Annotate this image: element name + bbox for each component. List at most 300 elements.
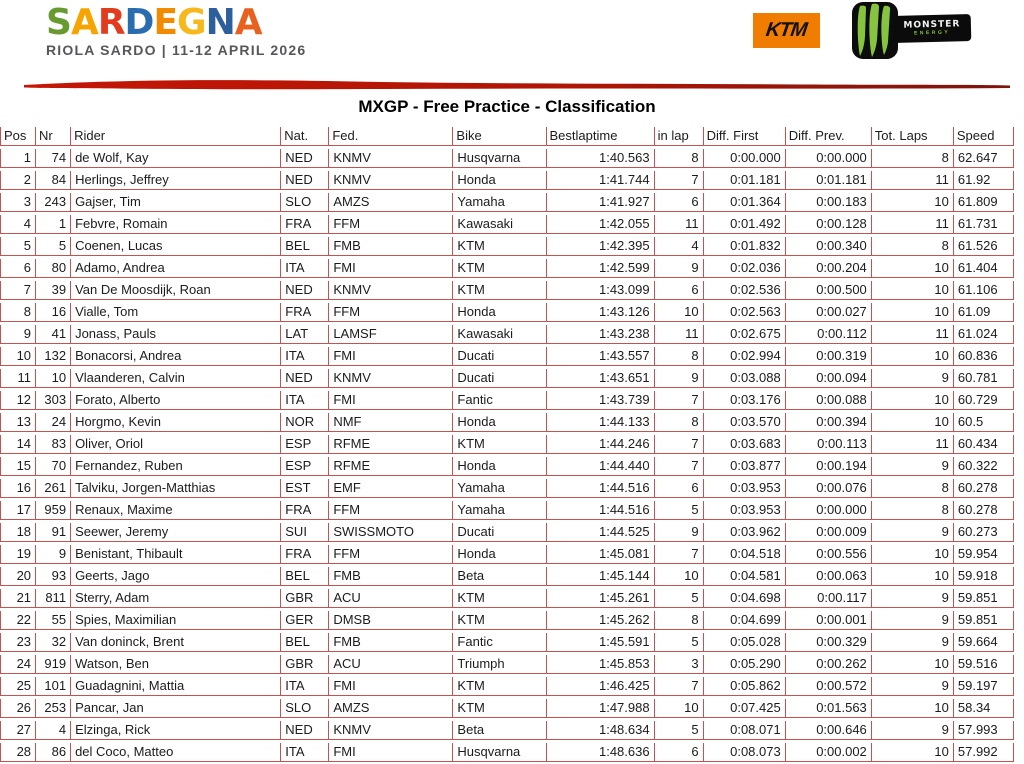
cell-tot_laps: 9 xyxy=(871,677,953,696)
cell-pos: 23 xyxy=(0,633,35,652)
cell-bike: KTM xyxy=(452,435,545,454)
cell-bike: Yamaha xyxy=(452,193,545,212)
cell-diff_first: 0:05.290 xyxy=(703,655,785,674)
table-row xyxy=(0,501,1014,520)
cell-nat: FRA xyxy=(280,303,328,322)
cell-in_lap: 9 xyxy=(654,259,703,278)
event-logo xyxy=(46,2,306,43)
cell-nat: FRA xyxy=(280,545,328,564)
cell-fed: FMB xyxy=(328,567,452,586)
cell-rider: Febvre, Romain xyxy=(70,215,280,234)
table-row xyxy=(0,589,1014,608)
cell-nr: 84 xyxy=(35,171,70,190)
cell-diff_prev: 0:00.027 xyxy=(785,303,871,322)
cell-fed: FFM xyxy=(328,303,452,322)
cell-speed: 60.836 xyxy=(953,347,1014,366)
cell-nr: 80 xyxy=(35,259,70,278)
cell-bestlaptime: 1:42.599 xyxy=(546,259,654,278)
cell-nr: 1 xyxy=(35,215,70,234)
column-header-bike: Bike xyxy=(452,127,545,146)
cell-speed: 61.09 xyxy=(953,303,1014,322)
cell-nr: 132 xyxy=(35,347,70,366)
cell-pos: 4 xyxy=(0,215,35,234)
cell-diff_prev: 0:00.000 xyxy=(785,149,871,168)
cell-diff_prev: 0:01.563 xyxy=(785,699,871,718)
cell-diff_prev: 0:00.001 xyxy=(785,611,871,630)
cell-fed: NMF xyxy=(328,413,452,432)
cell-bike: Beta xyxy=(452,567,545,586)
cell-speed: 60.273 xyxy=(953,523,1014,542)
cell-tot_laps: 10 xyxy=(871,303,953,322)
cell-pos: 3 xyxy=(0,193,35,212)
cell-diff_first: 0:05.862 xyxy=(703,677,785,696)
cell-bestlaptime: 1:44.440 xyxy=(546,457,654,476)
cell-diff_first: 0:04.581 xyxy=(703,567,785,586)
cell-bestlaptime: 1:42.395 xyxy=(546,237,654,256)
event-brand xyxy=(46,2,307,58)
cell-rider: de Wolf, Kay xyxy=(70,149,280,168)
cell-rider: Horgmo, Kevin xyxy=(70,413,280,432)
header-row xyxy=(0,127,1014,146)
table-row xyxy=(0,567,1014,586)
cell-diff_prev: 0:00.646 xyxy=(785,721,871,740)
cell-pos: 14 xyxy=(0,435,35,454)
cell-rider: Elzinga, Rick xyxy=(70,721,280,740)
cell-nat: GBR xyxy=(280,655,328,674)
cell-bestlaptime: 1:45.144 xyxy=(546,567,654,586)
cell-bestlaptime: 1:44.133 xyxy=(546,413,654,432)
cell-tot_laps: 10 xyxy=(871,567,953,586)
cell-in_lap: 9 xyxy=(654,523,703,542)
cell-in_lap: 5 xyxy=(654,633,703,652)
table-row xyxy=(0,237,1014,256)
cell-bestlaptime: 1:43.238 xyxy=(546,325,654,344)
cell-bike: KTM xyxy=(452,677,545,696)
cell-speed: 61.731 xyxy=(953,215,1014,234)
table-row xyxy=(0,347,1014,366)
cell-bestlaptime: 1:43.557 xyxy=(546,347,654,366)
cell-pos: 8 xyxy=(0,303,35,322)
event-subtitle: RIOLA SARDO | 11-12 APRIL 2026 xyxy=(46,42,307,58)
cell-pos: 6 xyxy=(0,259,35,278)
cell-nat: BEL xyxy=(280,567,328,586)
cell-diff_first: 0:03.088 xyxy=(703,369,785,388)
cell-fed: AMZS xyxy=(328,699,452,718)
cell-in_lap: 5 xyxy=(654,721,703,740)
cell-fed: RFME xyxy=(328,457,452,476)
cell-bestlaptime: 1:45.262 xyxy=(546,611,654,630)
cell-bike: KTM xyxy=(452,259,545,278)
cell-rider: Watson, Ben xyxy=(70,655,280,674)
cell-speed: 59.664 xyxy=(953,633,1014,652)
cell-rider: Van doninck, Brent xyxy=(70,633,280,652)
table-row xyxy=(0,721,1014,740)
cell-pos: 1 xyxy=(0,149,35,168)
logo-letter: D xyxy=(124,2,154,43)
cell-speed: 61.526 xyxy=(953,237,1014,256)
cell-diff_prev: 0:00.556 xyxy=(785,545,871,564)
cell-fed: EMF xyxy=(328,479,452,498)
cell-diff_first: 0:03.570 xyxy=(703,413,785,432)
cell-diff_first: 0:01.492 xyxy=(703,215,785,234)
cell-in_lap: 7 xyxy=(654,435,703,454)
cell-tot_laps: 11 xyxy=(871,325,953,344)
cell-in_lap: 10 xyxy=(654,567,703,586)
logo-letter: N xyxy=(205,2,235,43)
cell-pos: 5 xyxy=(0,237,35,256)
cell-nr: 86 xyxy=(35,743,70,762)
table-row xyxy=(0,677,1014,696)
cell-diff_first: 0:03.877 xyxy=(703,457,785,476)
cell-fed: AMZS xyxy=(328,193,452,212)
logo-letter: G xyxy=(177,2,206,43)
cell-in_lap: 5 xyxy=(654,501,703,520)
cell-fed: FMI xyxy=(328,743,452,762)
cell-tot_laps: 9 xyxy=(871,611,953,630)
cell-speed: 59.954 xyxy=(953,545,1014,564)
cell-rider: Renaux, Maxime xyxy=(70,501,280,520)
cell-diff_prev: 0:00.319 xyxy=(785,347,871,366)
cell-rider: Van De Moosdijk, Roan xyxy=(70,281,280,300)
cell-diff_first: 0:02.036 xyxy=(703,259,785,278)
table-row xyxy=(0,369,1014,388)
cell-speed: 61.809 xyxy=(953,193,1014,212)
table-row xyxy=(0,457,1014,476)
cell-nr: 32 xyxy=(35,633,70,652)
cell-bestlaptime: 1:43.099 xyxy=(546,281,654,300)
cell-pos: 22 xyxy=(0,611,35,630)
cell-fed: FMI xyxy=(328,259,452,278)
column-header-pos: Pos xyxy=(0,127,35,146)
cell-speed: 57.992 xyxy=(953,743,1014,762)
table-row xyxy=(0,149,1014,168)
cell-diff_prev: 0:00.117 xyxy=(785,589,871,608)
cell-speed: 60.781 xyxy=(953,369,1014,388)
cell-speed: 61.024 xyxy=(953,325,1014,344)
cell-nat: EST xyxy=(280,479,328,498)
cell-fed: FMB xyxy=(328,237,452,256)
cell-speed: 57.993 xyxy=(953,721,1014,740)
cell-bike: Honda xyxy=(452,545,545,564)
cell-diff_first: 0:00.000 xyxy=(703,149,785,168)
ktm-logo xyxy=(753,13,820,48)
column-header-speed: Speed xyxy=(953,127,1014,146)
cell-pos: 2 xyxy=(0,171,35,190)
cell-tot_laps: 9 xyxy=(871,523,953,542)
cell-diff_first: 0:01.832 xyxy=(703,237,785,256)
cell-nat: FRA xyxy=(280,215,328,234)
cell-bike: Honda xyxy=(452,413,545,432)
cell-bike: KTM xyxy=(452,611,545,630)
monster-energy-label: ENERGY xyxy=(913,29,951,37)
cell-bestlaptime: 1:40.563 xyxy=(546,149,654,168)
table-row xyxy=(0,633,1014,652)
cell-bestlaptime: 1:44.525 xyxy=(546,523,654,542)
cell-pos: 24 xyxy=(0,655,35,674)
cell-nr: 70 xyxy=(35,457,70,476)
cell-rider: del Coco, Matteo xyxy=(70,743,280,762)
cell-bike: Triumph xyxy=(452,655,545,674)
cell-in_lap: 10 xyxy=(654,699,703,718)
cell-nat: NED xyxy=(280,171,328,190)
cell-rider: Talviku, Jorgen-Matthias xyxy=(70,479,280,498)
cell-diff_first: 0:03.962 xyxy=(703,523,785,542)
cell-nr: 24 xyxy=(35,413,70,432)
cell-bike: KTM xyxy=(452,237,545,256)
logo-letter: A xyxy=(70,2,98,43)
cell-bestlaptime: 1:48.634 xyxy=(546,721,654,740)
cell-in_lap: 8 xyxy=(654,611,703,630)
cell-nr: 91 xyxy=(35,523,70,542)
column-header-bestlaptime: Bestlaptime xyxy=(546,127,654,146)
cell-bike: Husqvarna xyxy=(452,743,545,762)
cell-fed: LAMSF xyxy=(328,325,452,344)
cell-diff_prev: 0:00.394 xyxy=(785,413,871,432)
cell-diff_prev: 0:00.500 xyxy=(785,281,871,300)
cell-fed: FMB xyxy=(328,633,452,652)
cell-bestlaptime: 1:46.425 xyxy=(546,677,654,696)
cell-bike: Honda xyxy=(452,303,545,322)
cell-in_lap: 5 xyxy=(654,589,703,608)
cell-nat: NED xyxy=(280,721,328,740)
table-row xyxy=(0,215,1014,234)
cell-rider: Coenen, Lucas xyxy=(70,237,280,256)
cell-diff_first: 0:07.425 xyxy=(703,699,785,718)
cell-bike: KTM xyxy=(452,589,545,608)
cell-nat: NED xyxy=(280,149,328,168)
cell-nat: GER xyxy=(280,611,328,630)
cell-in_lap: 9 xyxy=(654,369,703,388)
cell-bike: KTM xyxy=(452,699,545,718)
cell-in_lap: 6 xyxy=(654,193,703,212)
column-header-rider: Rider xyxy=(70,127,280,146)
cell-nat: LAT xyxy=(280,325,328,344)
cell-pos: 19 xyxy=(0,545,35,564)
cell-fed: DMSB xyxy=(328,611,452,630)
cell-speed: 58.34 xyxy=(953,699,1014,718)
cell-tot_laps: 10 xyxy=(871,193,953,212)
cell-tot_laps: 8 xyxy=(871,149,953,168)
logo-letter: E xyxy=(153,2,178,43)
cell-pos: 7 xyxy=(0,281,35,300)
cell-speed: 59.851 xyxy=(953,611,1014,630)
cell-bestlaptime: 1:43.126 xyxy=(546,303,654,322)
cell-in_lap: 4 xyxy=(654,237,703,256)
column-header-nr: Nr xyxy=(35,127,70,146)
cell-nr: 101 xyxy=(35,677,70,696)
cell-bike: Beta xyxy=(452,721,545,740)
cell-nr: 959 xyxy=(35,501,70,520)
cell-bestlaptime: 1:45.261 xyxy=(546,589,654,608)
cell-diff_prev: 0:00.002 xyxy=(785,743,871,762)
cell-in_lap: 8 xyxy=(654,413,703,432)
cell-nat: ITA xyxy=(280,347,328,366)
cell-diff_first: 0:02.994 xyxy=(703,347,785,366)
cell-fed: KNMV xyxy=(328,171,452,190)
cell-diff_prev: 0:00.204 xyxy=(785,259,871,278)
table-row xyxy=(0,259,1014,278)
cell-rider: Bonacorsi, Andrea xyxy=(70,347,280,366)
cell-diff_first: 0:02.563 xyxy=(703,303,785,322)
cell-nr: 41 xyxy=(35,325,70,344)
cell-speed: 60.278 xyxy=(953,479,1014,498)
cell-pos: 18 xyxy=(0,523,35,542)
page-title: MXGP - Free Practice - Classification xyxy=(358,97,656,116)
cell-rider: Vialle, Tom xyxy=(70,303,280,322)
cell-in_lap: 10 xyxy=(654,303,703,322)
monster-title: MONSTER xyxy=(903,19,961,31)
cell-tot_laps: 9 xyxy=(871,633,953,652)
cell-nr: 9 xyxy=(35,545,70,564)
cell-bike: Honda xyxy=(452,457,545,476)
cell-tot_laps: 10 xyxy=(871,281,953,300)
cell-fed: ACU xyxy=(328,655,452,674)
cell-pos: 16 xyxy=(0,479,35,498)
cell-tot_laps: 10 xyxy=(871,413,953,432)
cell-tot_laps: 10 xyxy=(871,259,953,278)
cell-tot_laps: 10 xyxy=(871,743,953,762)
cell-bike: Ducati xyxy=(452,523,545,542)
cell-nr: 10 xyxy=(35,369,70,388)
monster-banner xyxy=(893,14,972,43)
cell-nr: 55 xyxy=(35,611,70,630)
cell-fed: RFME xyxy=(328,435,452,454)
cell-in_lap: 7 xyxy=(654,391,703,410)
cell-bestlaptime: 1:44.516 xyxy=(546,501,654,520)
table-row xyxy=(0,435,1014,454)
cell-nr: 16 xyxy=(35,303,70,322)
cell-pos: 9 xyxy=(0,325,35,344)
cell-bestlaptime: 1:44.516 xyxy=(546,479,654,498)
cell-diff_first: 0:08.071 xyxy=(703,721,785,740)
cell-rider: Herlings, Jeffrey xyxy=(70,171,280,190)
cell-nr: 4 xyxy=(35,721,70,740)
cell-in_lap: 11 xyxy=(654,325,703,344)
cell-diff_prev: 0:00.112 xyxy=(785,325,871,344)
cell-diff_first: 0:02.675 xyxy=(703,325,785,344)
cell-diff_prev: 0:00.063 xyxy=(785,567,871,586)
cell-nat: NOR xyxy=(280,413,328,432)
cell-pos: 15 xyxy=(0,457,35,476)
monster-claw-icon xyxy=(851,2,899,60)
cell-fed: KNMV xyxy=(328,369,452,388)
cell-tot_laps: 11 xyxy=(871,171,953,190)
table-row xyxy=(0,325,1014,344)
cell-diff_first: 0:05.028 xyxy=(703,633,785,652)
cell-in_lap: 3 xyxy=(654,655,703,674)
table-row xyxy=(0,303,1014,322)
cell-tot_laps: 10 xyxy=(871,545,953,564)
cell-nr: 811 xyxy=(35,589,70,608)
cell-nat: NED xyxy=(280,369,328,388)
cell-rider: Vlaanderen, Calvin xyxy=(70,369,280,388)
table-row xyxy=(0,699,1014,718)
cell-in_lap: 7 xyxy=(654,171,703,190)
cell-speed: 60.434 xyxy=(953,435,1014,454)
cell-nat: GBR xyxy=(280,589,328,608)
cell-speed: 60.322 xyxy=(953,457,1014,476)
cell-tot_laps: 9 xyxy=(871,369,953,388)
cell-fed: FMI xyxy=(328,347,452,366)
cell-pos: 13 xyxy=(0,413,35,432)
cell-speed: 59.851 xyxy=(953,589,1014,608)
cell-bike: Ducati xyxy=(452,347,545,366)
cell-pos: 27 xyxy=(0,721,35,740)
cell-diff_prev: 0:00.262 xyxy=(785,655,871,674)
cell-nat: ITA xyxy=(280,259,328,278)
cell-fed: KNMV xyxy=(328,149,452,168)
cell-nat: ESP xyxy=(280,457,328,476)
cell-speed: 59.197 xyxy=(953,677,1014,696)
cell-fed: KNMV xyxy=(328,281,452,300)
cell-nat: BEL xyxy=(280,237,328,256)
cell-pos: 21 xyxy=(0,589,35,608)
cell-diff_first: 0:04.518 xyxy=(703,545,785,564)
ktm-logo-text: KTM xyxy=(764,19,809,41)
cell-nat: SUI xyxy=(280,523,328,542)
table-row xyxy=(0,743,1014,762)
cell-diff_prev: 0:01.181 xyxy=(785,171,871,190)
cell-in_lap: 11 xyxy=(654,215,703,234)
cell-bike: Fantic xyxy=(452,391,545,410)
cell-in_lap: 6 xyxy=(654,281,703,300)
cell-in_lap: 7 xyxy=(654,545,703,564)
cell-in_lap: 6 xyxy=(654,743,703,762)
cell-bestlaptime: 1:43.651 xyxy=(546,369,654,388)
cell-diff_first: 0:03.953 xyxy=(703,479,785,498)
cell-diff_prev: 0:00.194 xyxy=(785,457,871,476)
cell-nr: 5 xyxy=(35,237,70,256)
cell-nr: 39 xyxy=(35,281,70,300)
cell-speed: 59.516 xyxy=(953,655,1014,674)
cell-rider: Guadagnini, Mattia xyxy=(70,677,280,696)
cell-rider: Spies, Maximilian xyxy=(70,611,280,630)
cell-diff_prev: 0:00.340 xyxy=(785,237,871,256)
cell-tot_laps: 10 xyxy=(871,391,953,410)
cell-rider: Sterry, Adam xyxy=(70,589,280,608)
cell-nr: 74 xyxy=(35,149,70,168)
cell-fed: ACU xyxy=(328,589,452,608)
cell-nr: 243 xyxy=(35,193,70,212)
cell-bike: Fantic xyxy=(452,633,545,652)
cell-diff_first: 0:08.073 xyxy=(703,743,785,762)
cell-fed: FFM xyxy=(328,545,452,564)
table-row xyxy=(0,655,1014,674)
cell-in_lap: 7 xyxy=(654,457,703,476)
cell-speed: 60.729 xyxy=(953,391,1014,410)
cell-diff_prev: 0:00.183 xyxy=(785,193,871,212)
cell-diff_prev: 0:00.572 xyxy=(785,677,871,696)
cell-nat: ITA xyxy=(280,677,328,696)
cell-rider: Pancar, Jan xyxy=(70,699,280,718)
cell-speed: 61.404 xyxy=(953,259,1014,278)
cell-rider: Fernandez, Ruben xyxy=(70,457,280,476)
cell-diff_first: 0:02.536 xyxy=(703,281,785,300)
cell-diff_first: 0:03.953 xyxy=(703,501,785,520)
cell-fed: SWISSMOTO xyxy=(328,523,452,542)
cell-fed: FMI xyxy=(328,677,452,696)
column-header-nat: Nat. xyxy=(280,127,328,146)
cell-nat: ITA xyxy=(280,391,328,410)
cell-speed: 62.647 xyxy=(953,149,1014,168)
cell-pos: 12 xyxy=(0,391,35,410)
cell-bike: Honda xyxy=(452,171,545,190)
cell-speed: 60.5 xyxy=(953,413,1014,432)
cell-bestlaptime: 1:41.744 xyxy=(546,171,654,190)
logo-letter: R xyxy=(97,2,125,43)
cell-diff_prev: 0:00.088 xyxy=(785,391,871,410)
cell-speed: 59.918 xyxy=(953,567,1014,586)
